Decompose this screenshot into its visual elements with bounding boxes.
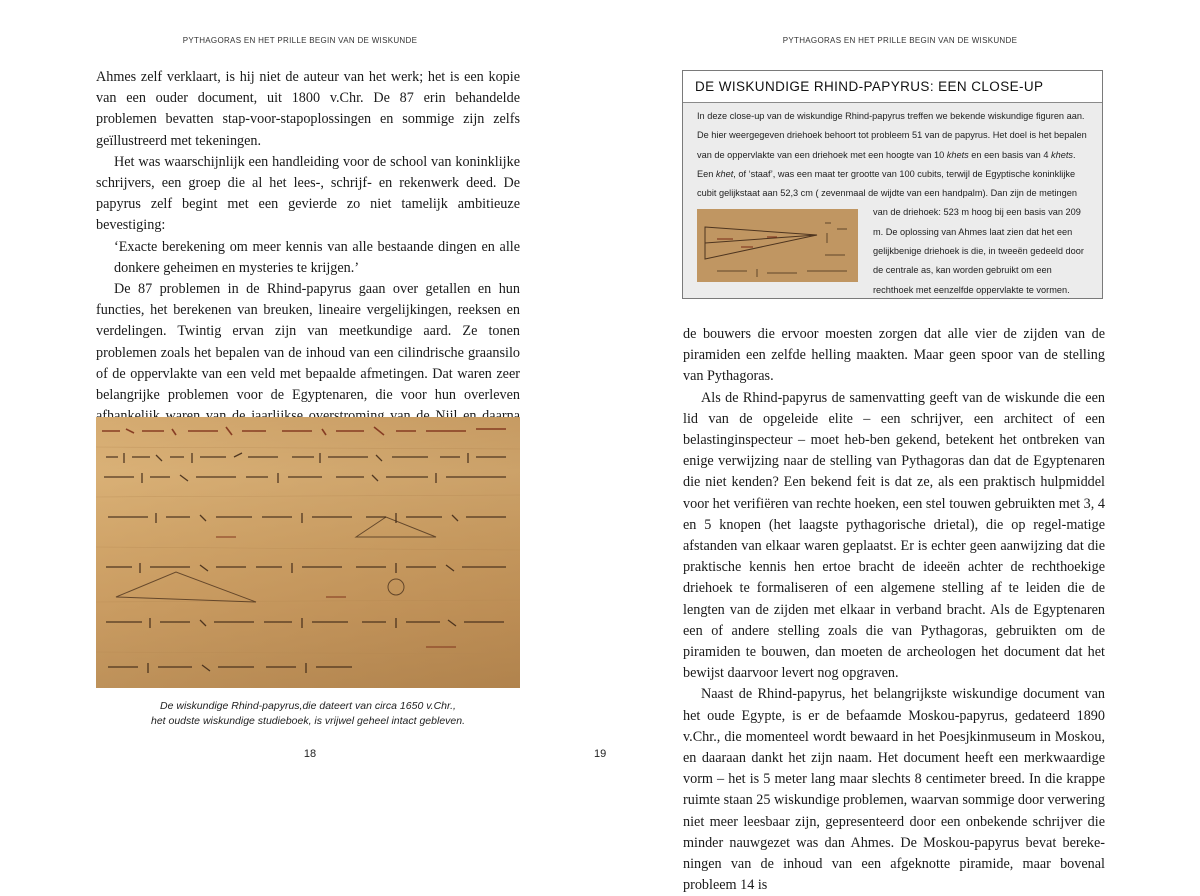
closeup-line: de centrale as, kan worden gebruikt om een [873, 265, 1052, 276]
figure-caption [96, 699, 520, 729]
closeup-line: In deze close-up van de wiskundige Rhind-papyrus treffen we bekende wiskundige figuren aan. [697, 111, 1085, 121]
caption-line-2: het oudste wiskundige studieboek, is vrijwel geheel intact gebleven. [150, 715, 466, 727]
closeup-title-bar [683, 71, 1102, 103]
closeup-line [697, 146, 1092, 165]
papyrus-closeup-drawing [697, 209, 858, 282]
closeup-text-run: Een [697, 168, 716, 179]
running-header-left: PYTHAGORAS EN HET PRILLE BEGIN VAN DE WISKUNDE [182, 36, 418, 45]
closeup-sidebar-box [682, 70, 1103, 299]
closeup-text-run: . [1072, 149, 1076, 160]
right-paragraph-2: Als de Rhind-papyrus de samenvatting geeft van de wiskunde die een lid van de opgeleide elite – een schrijver, een architect of een belastinginspecteur – moet heb-ben gekend, betekent het ontbreken van enige verwijzing naar de stelling van Pythagoras dan dat de Egyptenaren die niet kenden? Een bekend feit is dat ze, als een praktisch hulpmiddel voor het verifiëren van rechte hoeken, een stel touwen gebruikten met 3, 4 en 5 knopen (het laagste pythagorische drietal), die op regel-matige afstanden van elkaar waren geplaatst. Er is echter geen aanwijzing dat die praktische kennis hen ertoe bracht de ideeën achter de rechthoekige driehoek te formaliseren of een algemene stelling af te leiden die de lengten van de zijden met elkaar in verband bracht. Als de Egyptenaren een of andere stelling zoals die van Pythagoras, gebruikten om de piramiden te bouwen, dan moeten de archeologen het document dat het bewijst daarvoor levert nog opgraven. [683, 389, 1105, 682]
left-paragraph-1: Ahmes zelf verklaart, is hij niet de auteur van het werk; het is een kopie van een ouder document, uit 1800 v.Chr. De 87 erin behandelde problemen bevatten stap-voor-stapoplossingen en sommige zijn zelfs geïllustreerd met tekeningen. [96, 69, 520, 149]
right-paragraph-3: Naast de Rhind-papyrus, het belangrijkste wiskundige document van het oude Egypte, is er de befaamde Moskou-papyrus, gedateerd 1890 v.Chr., die momenteel wordt bewaard in het Poesjkinmuseum in Moskou, en daaraan dankt het zijn naam. Het document heeft een merkwaardige vorm – het is 5 meter lang maar slechts 8 centimeter breed. In die krappe ruimte staan 25 wiskundige problemen, waarvan sommige door verwering niet meer leesbaar zijn, gepresenteerd door een onbekende schrijver die minder nauwgezet was dan Ahmes. De Moskou-papyrus bevat bereke-ningen van de inhoud van een afgeknotte piramide, maar bovenal probleem 14 is [683, 686, 1105, 894]
closeup-italic-term: khet [715, 168, 734, 179]
closeup-line: gelijkbenige driehoek is die, in tweeën gedeeld door [873, 246, 1084, 257]
closeup-text-run: , of ‘staaf’, was een maat ter grootte van 100 cubits, terwijl de Egyptische koninklijke [733, 168, 1076, 179]
closeup-line: van de driehoek: 523 m hoog bij een basis van 209 [873, 207, 1081, 218]
papyrus-texture [96, 417, 520, 688]
left-paragraph-3: De 87 problemen in de Rhind-papyrus gaan over getallen en hun functies, het berekenen van breuken, lineaire vergelijkingen, reeksen en verdelingen. Twintig ervan zijn van meetkundige aard. Ze tonen problemen zoals het bepalen van de inhoud van een cilindrische graansilo of de oppervlakte van een veld met bepaalde afmetingen. Dat waren zeer belangrijke problemen voor de Egyptenaren, die voor hun overleven [96, 281, 520, 404]
closeup-text-run: en een basis van 4 [968, 149, 1051, 160]
page-number-right: 19 [594, 748, 607, 760]
closeup-line: m. De oplossing van Ahmes laat zien dat het een [873, 226, 1073, 237]
papyrus-closeup-image [697, 209, 858, 282]
closeup-italic-term: khets [1051, 149, 1073, 160]
right-paragraph-1: de bouwers die ervoor moesten zorgen dat alle vier de zijden van de piramiden een zelfde helling maakten. Maar geen spoor van de stelling van Pythagoras. [683, 326, 1105, 385]
rhind-papyrus-image [96, 417, 520, 688]
closeup-line: cubit gelijkstaat aan 52,3 cm ( zevenmaal de wijdte van een handpalm). Dan zijn de metingen [697, 188, 1077, 199]
caption-line-1: De wiskundige Rhind-papyrus,die dateert van circa 1650 v.Chr., [160, 700, 456, 712]
page-number-left: 18 [303, 748, 317, 760]
closeup-text-run: van de oppervlakte van een driehoek met een hoogte van 10 [697, 149, 947, 160]
closeup-line: De hier weergegeven driehoek behoort tot probleem 51 van de papyrus. Het doel is het bepalen [697, 130, 1087, 141]
left-paragraph-2: Het was waarschijnlijk een handleiding voor de school van koninklijke schrijvers, een groep die al het lees-, schrijf- en rekenwerk deed. De papyrus zelf begint met een gevierde zo niet tamelijk ambitieuze bevestiging: [96, 153, 520, 234]
left-page [0, 0, 600, 812]
closeup-title: DE WISKUNDIGE RHIND-PAPYRUS: EEN CLOSE-UP [695, 79, 1044, 94]
right-body-text [683, 324, 1105, 896]
closeup-italic-term: khets [946, 149, 969, 160]
closeup-line [697, 165, 1092, 184]
left-quote: ‘Exacte berekening om meer kennis van alle bestaande dingen en alle donkere geheimen en mysteries te krijgen.’ [114, 238, 520, 276]
closeup-line: rechthoek met eenzelfde oppervlakte te vormen. [873, 284, 1070, 295]
running-header-right: PYTHAGORAS EN HET PRILLE BEGIN VAN DE WISKUNDE [782, 36, 1018, 45]
